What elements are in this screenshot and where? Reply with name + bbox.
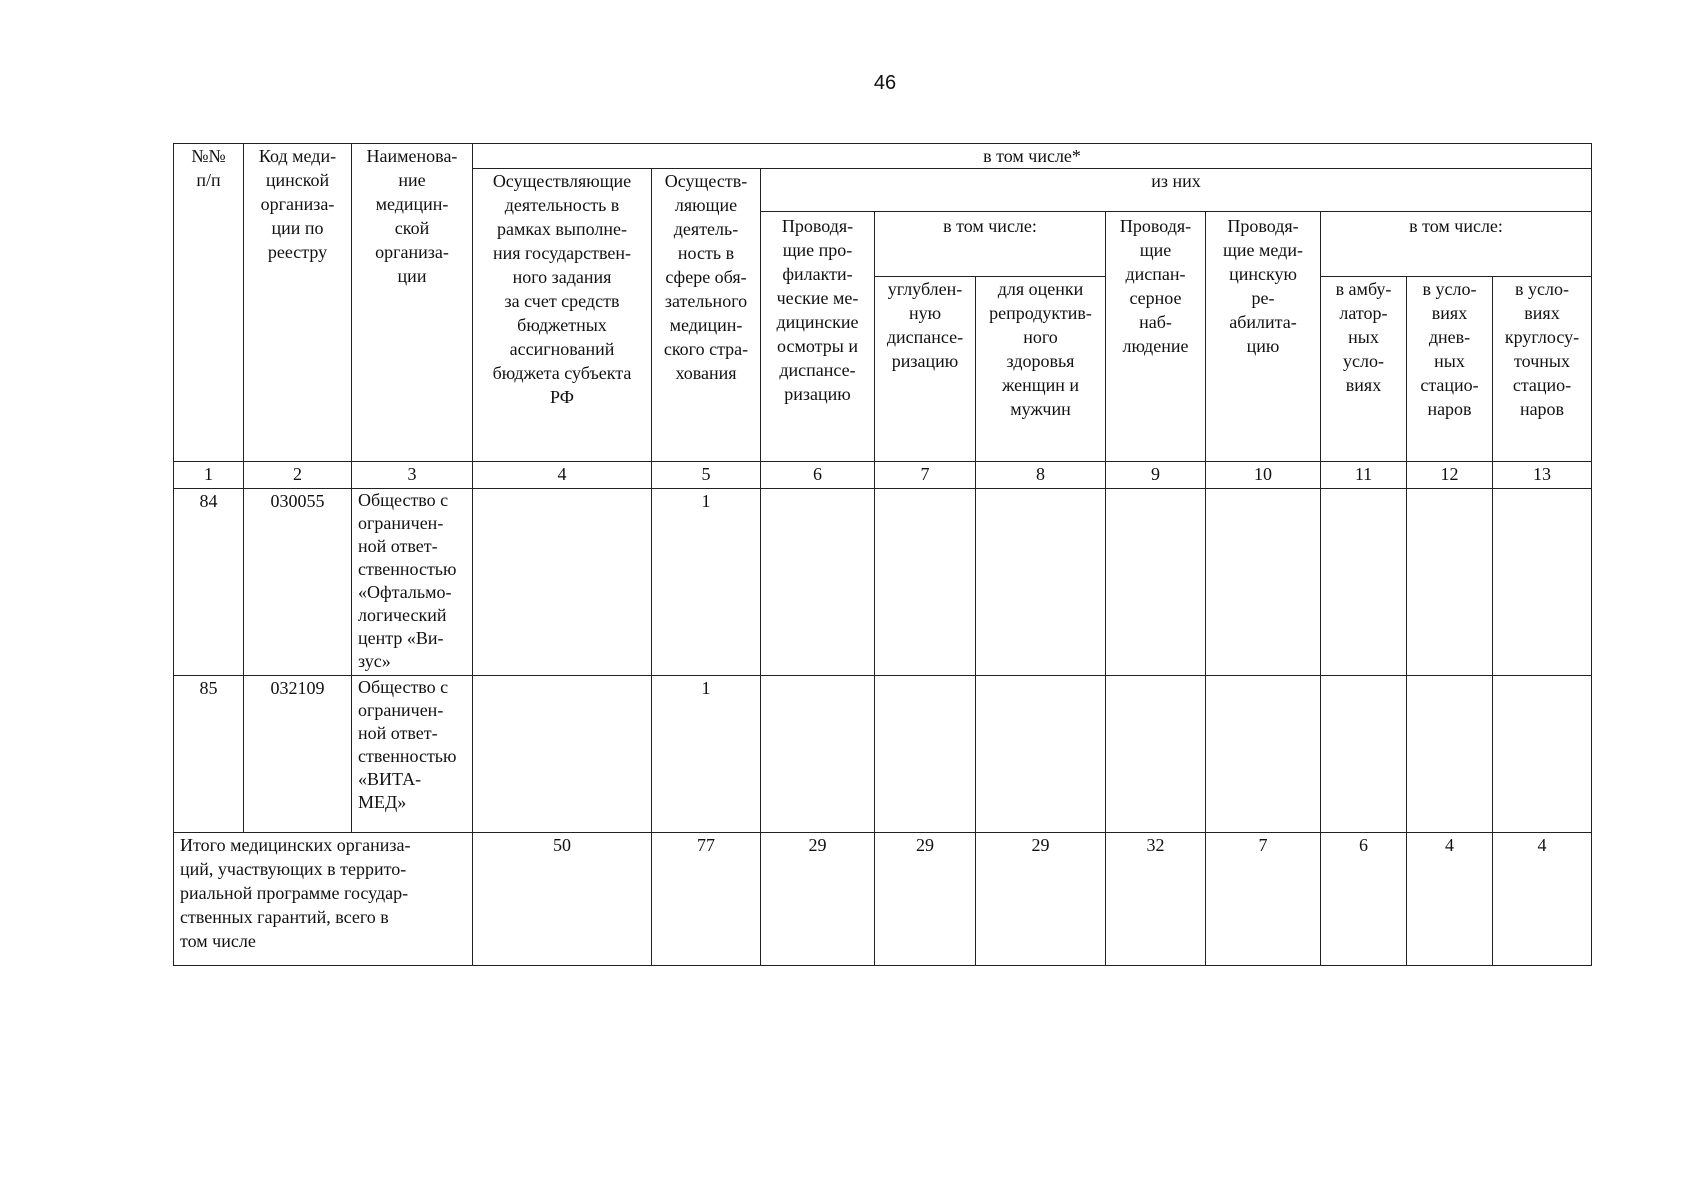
header-group-including-1: в том числе: [875, 212, 1106, 277]
row-number: 84 [174, 489, 244, 676]
total-value: 29 [761, 833, 875, 966]
header-col-4: Осуществляющие деятельность в рамках выполне- ния государствен- ного задания за счет средств бюджетных ассигнований бюджета субъекта РФ [473, 169, 652, 462]
column-number: 8 [976, 462, 1106, 489]
org-name: Общество с ограничен- ной ответ- ственностью «Офтальмо- логический центр «Ви- зус» [352, 489, 473, 676]
total-value: 7 [1206, 833, 1321, 966]
cell-col-5: 1 [652, 676, 761, 833]
total-value: 6 [1321, 833, 1407, 966]
cell-empty [976, 489, 1106, 676]
cell-empty [1407, 676, 1493, 833]
header-col-5: Осуществ- ляющие деятель- ность в сфере обя- зательного медицин- ского стра- хования [652, 169, 761, 462]
column-number: 13 [1493, 462, 1592, 489]
cell-empty [1206, 676, 1321, 833]
header-group-in-total: в том числе* [473, 144, 1592, 169]
table-row [174, 489, 1592, 676]
column-number: 3 [352, 462, 473, 489]
column-number: 2 [244, 462, 352, 489]
header-col-12: в усло- виях днев- ных стацио- наров [1407, 277, 1493, 462]
total-value: 4 [1407, 833, 1493, 966]
total-label: Итого медицинских организа- ций, участвующих в террито- риальной программе государ- ственных гарантий, всего в том числе [174, 833, 473, 966]
header-col-11: в амбу- латор- ных усло- виях [1321, 277, 1407, 462]
column-numbers-row [174, 462, 1592, 489]
cell-empty [1106, 489, 1206, 676]
cell-empty [1321, 676, 1407, 833]
cell-empty [1493, 676, 1592, 833]
column-number: 7 [875, 462, 976, 489]
column-number: 1 [174, 462, 244, 489]
column-number: 11 [1321, 462, 1407, 489]
cell-col-4 [473, 489, 652, 676]
header-col-6: Проводя- щие про- филакти- ческие ме- дицинские осмотры и диспансе- ризацию [761, 212, 875, 462]
cell-empty [1407, 489, 1493, 676]
column-number: 5 [652, 462, 761, 489]
cell-empty [1206, 489, 1321, 676]
medical-organizations-table [173, 143, 1592, 966]
row-number: 85 [174, 676, 244, 833]
header-col-13: в усло- виях круглосу- точных стацио- наров [1493, 277, 1592, 462]
cell-empty [1493, 489, 1592, 676]
cell-empty [1106, 676, 1206, 833]
org-code: 030055 [244, 489, 352, 676]
cell-empty [761, 489, 875, 676]
header-col-10: Проводя- щие меди- цинскую ре- абилита- цию [1206, 212, 1321, 462]
column-number: 9 [1106, 462, 1206, 489]
column-number: 6 [761, 462, 875, 489]
header-col-2: Код меди- цинской организа- ции по реестру [244, 144, 352, 462]
header-col-3: Наименова- ние медицин- ской организа- ции [352, 144, 473, 462]
total-value: 4 [1493, 833, 1592, 966]
header-col-8: для оценки репродуктив- ного здоровья женщин и мужчин [976, 277, 1106, 462]
header-row-1 [174, 144, 1592, 169]
header-group-including-2: в том числе: [1321, 212, 1592, 277]
total-row [174, 833, 1592, 966]
column-number: 12 [1407, 462, 1493, 489]
cell-col-4 [473, 676, 652, 833]
cell-empty [1321, 489, 1407, 676]
column-number: 10 [1206, 462, 1321, 489]
cell-empty [875, 676, 976, 833]
total-value: 77 [652, 833, 761, 966]
total-value: 32 [1106, 833, 1206, 966]
org-code: 032109 [244, 676, 352, 833]
cell-empty [976, 676, 1106, 833]
header-col-9: Проводя- щие диспан- серное наб- людение [1106, 212, 1206, 462]
header-col-7: углублен- ную диспансе- ризацию [875, 277, 976, 462]
org-name: Общество с ограничен- ной ответ- ственностью «ВИТА- МЕД» [352, 676, 473, 833]
header-col-1: №№ п/п [174, 144, 244, 462]
cell-empty [875, 489, 976, 676]
page-number: 46 [873, 72, 897, 94]
table-row [174, 676, 1592, 833]
header-group-of-them: из них [761, 169, 1592, 212]
total-value: 50 [473, 833, 652, 966]
cell-empty [761, 676, 875, 833]
cell-col-5: 1 [652, 489, 761, 676]
column-number: 4 [473, 462, 652, 489]
total-value: 29 [875, 833, 976, 966]
total-value: 29 [976, 833, 1106, 966]
